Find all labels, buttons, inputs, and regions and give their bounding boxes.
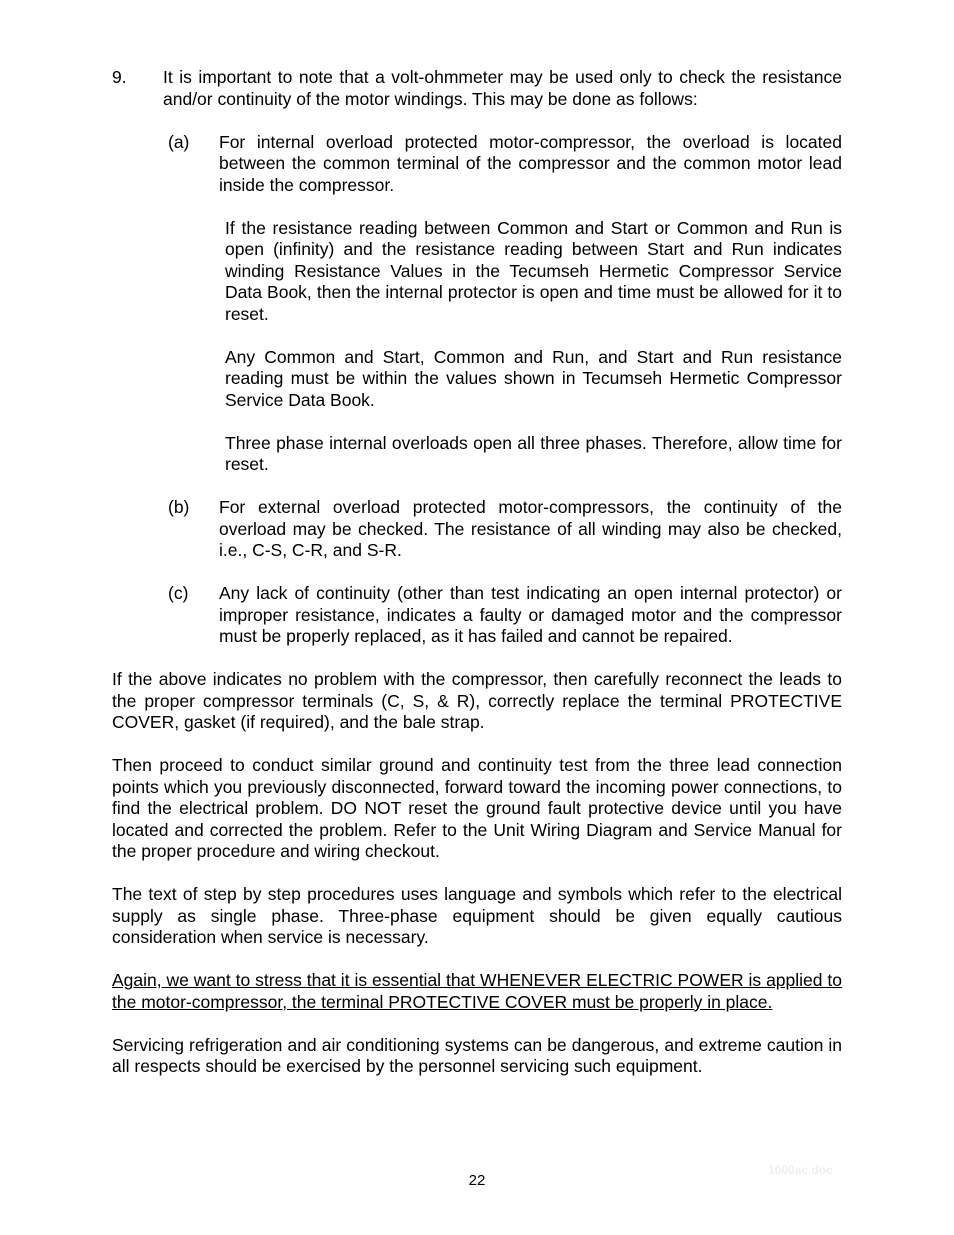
sub-item-letter: (a) — [168, 131, 190, 152]
body-paragraph-2: Then proceed to conduct similar ground and continuity test from the three lead connection points which you previously disconnected, forward toward the incoming power connections, to find the electrical problem. DO NOT reset the ground fault protective device until you have located and corrected the problem. Refer to the Unit Wiring Diagram and Service Manual for the proper procedure and wiring checkout. — [112, 755, 842, 861]
sub-a-paragraph-2: Any Common and Start, Common and Run, and Start and Run resistance reading must be within the values shown in Tecumseh Hermetic Compressor Service Data Book. — [225, 346, 842, 410]
sub-a-paragraph-3: Three phase internal overloads open all three phases. Therefore, allow time for reset. — [225, 432, 842, 474]
sub-item-b — [168, 497, 842, 562]
sub-item-letter: (c) — [168, 583, 189, 603]
body-paragraph-3: The text of step by step procedures uses language and symbols which refer to the electrical supply as single phase. Three-phase equipment should be given equally cautious consideration when service is necessary. — [112, 884, 842, 947]
sub-item-a — [168, 132, 842, 197]
sub-item-text: Any lack of continuity (other than test indicating an open internal protector) or improper resistance, indicates a faulty or damaged motor and the compressor must be properly replaced, as it has failed and cannot be repaired. — [219, 583, 842, 646]
body-paragraph-5: Servicing refrigeration and air conditioning systems can be dangerous, and extreme caution in all respects should be exercised by the personnel servicing such equipment. — [112, 1034, 842, 1076]
body-paragraph-1: If the above indicates no problem with the compressor, then carefully reconnect the leads to the proper compressor terminals (C, S, & R), correctly replace the terminal PROTECTIVE COVER, gasket (if required), and the bale strap. — [112, 669, 842, 732]
item-text: It is important to note that a volt-ohmmeter may be used only to check the resistance and/or continuity of the motor windings. This may be done as follows: — [163, 67, 842, 109]
list-item-9 — [112, 67, 842, 110]
sub-item-letter: (b) — [168, 497, 190, 517]
sub-a-paragraph-1: If the resistance reading between Common and Start or Common and Run is open (infinity) and the resistance reading between Start and Run indicates winding Resistance Values in the Tecumseh Hermetic Compressor Service Data Book, then the internal protector is open and time must be allowed for it to reset. — [225, 217, 842, 324]
sub-item-text: For external overload protected motor-compressors, the continuity of the overload may be checked. The resistance of all winding may also be checked, i.e., C-S, C-R, and S-R. — [219, 497, 842, 560]
sub-item-text: For internal overload protected motor-compressor, the overload is located between the common terminal of the compressor and the common motor lead inside the compressor. — [219, 131, 842, 195]
file-name: 1000ac.doc — [768, 1163, 833, 1177]
warning-paragraph: Again, we want to stress that it is essential that WHENEVER ELECTRIC POWER is applied to the motor-compressor, the terminal PROTECTIVE COVER must be properly in place. — [112, 970, 842, 1012]
document-page — [112, 67, 842, 1078]
page-number: 22 — [468, 1172, 486, 1189]
sub-item-c — [168, 583, 842, 648]
item-number: 9. — [112, 67, 127, 87]
